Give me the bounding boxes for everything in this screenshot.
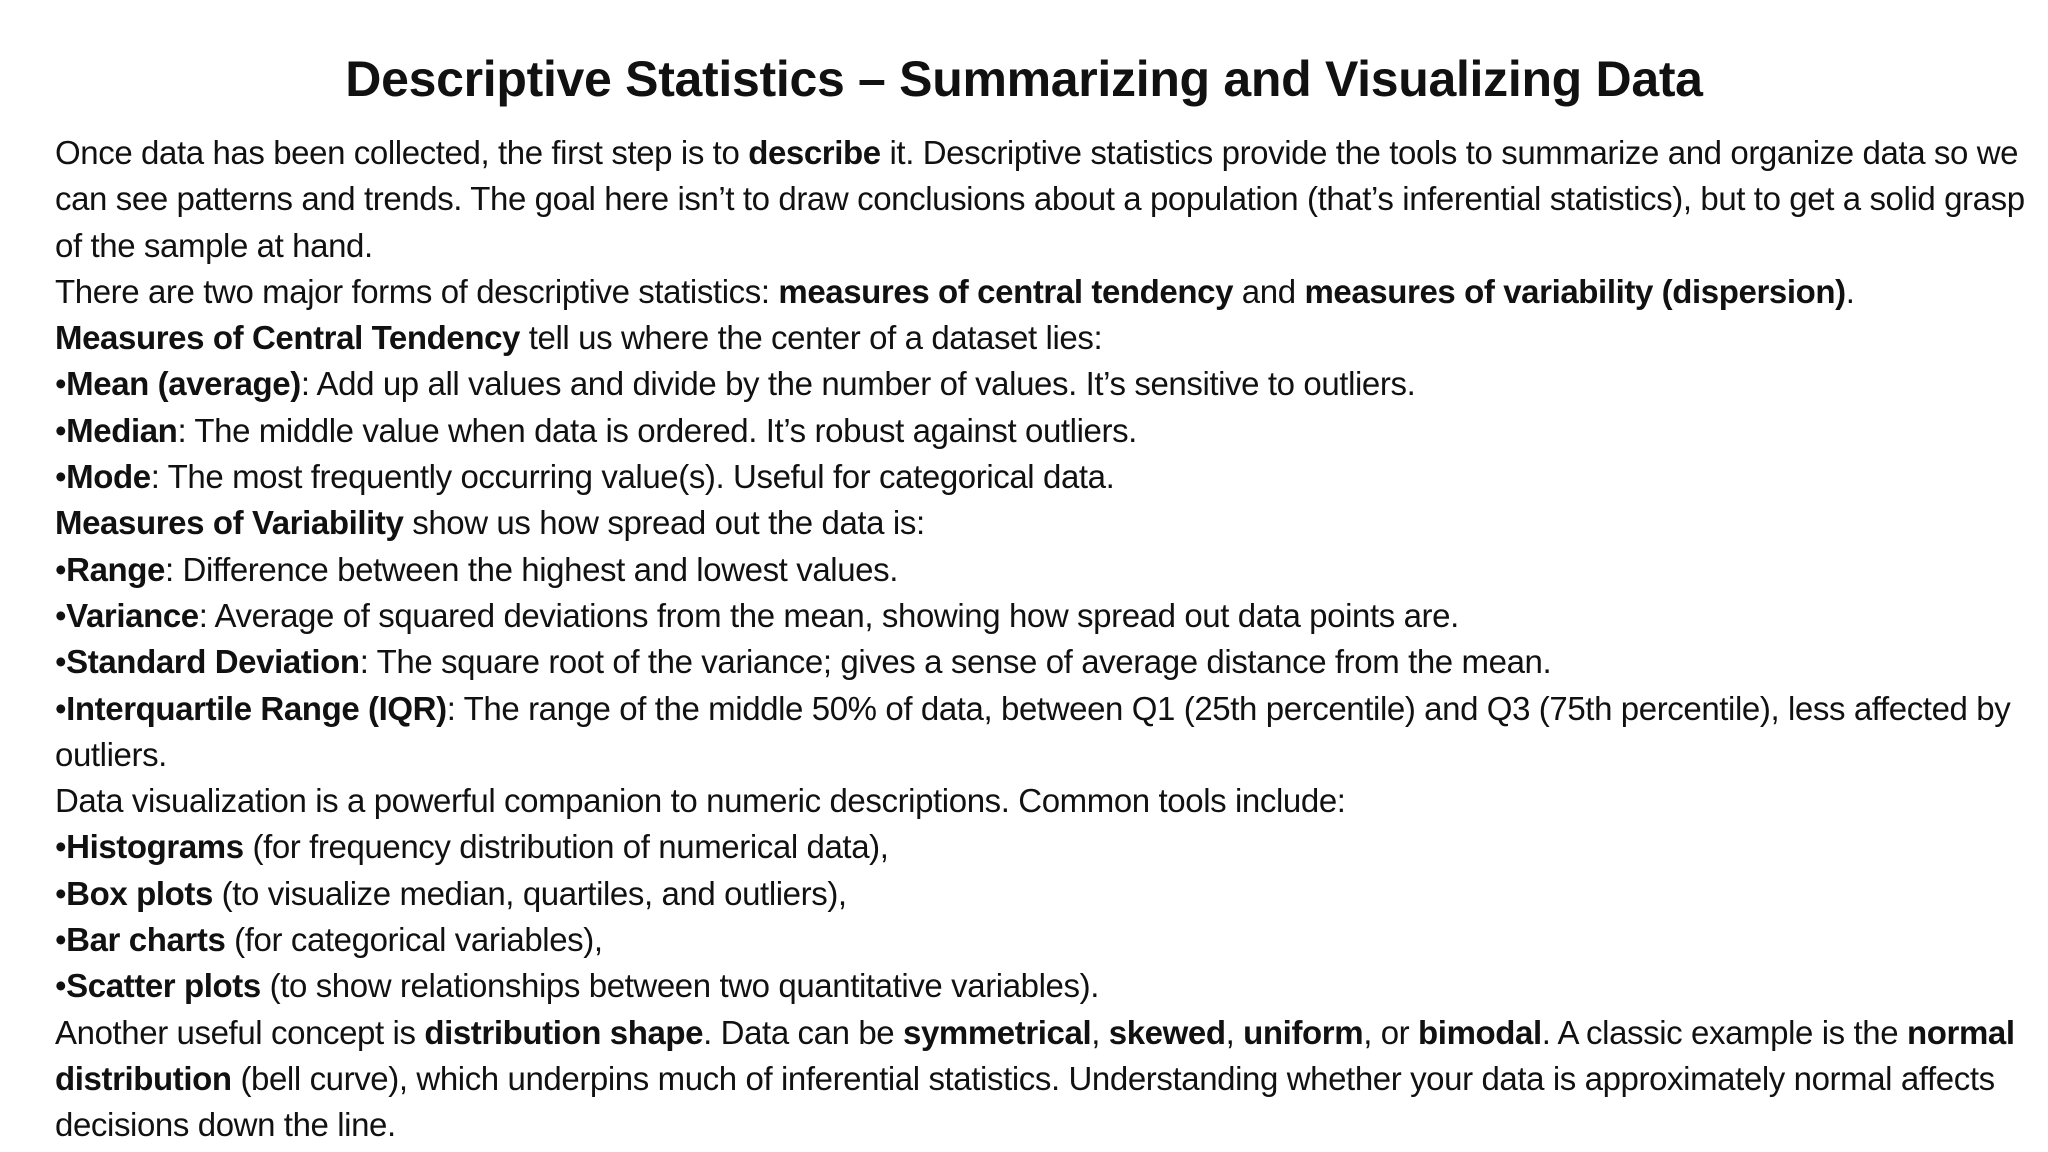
list-item — [55, 824, 2045, 870]
variability-heading-bold: Measures of Variability — [55, 504, 404, 542]
forms-text-2: and — [1233, 272, 1305, 310]
list-item-term: Median — [66, 411, 178, 449]
bullet-icon: • — [55, 411, 67, 449]
visualization-intro: Data visualization is a powerful companion to numeric descriptions. Common tools include: — [55, 782, 1346, 820]
list-item — [55, 454, 2045, 500]
list-item-desc: (for frequency distribution of numerical data), — [243, 828, 889, 866]
slide-body — [55, 130, 2045, 1149]
bullet-icon: • — [55, 365, 67, 403]
list-item-desc: : The range of the middle 50% of data, between Q1 (25th percentile) and Q3 (75th percentile), less affected by outliers. — [55, 689, 2011, 773]
shape-bold-symmetrical: symmetrical — [903, 1013, 1092, 1051]
shape-bold-normal-distribution: normal distribution — [55, 1013, 2015, 1097]
list-item — [55, 408, 2045, 454]
list-item — [55, 547, 2045, 593]
shape-text-1: Another useful concept is — [55, 1013, 425, 1051]
variability-heading-rest: show us how spread out the data is: — [403, 504, 925, 542]
list-item-term: Mean (average) — [66, 365, 301, 403]
forms-text-3: . — [1845, 272, 1855, 310]
intro-text-1: Once data has been collected, the first step is to — [55, 134, 749, 171]
list-item-term: Scatter plots — [66, 967, 261, 1005]
central-heading-bold: Measures of Central Tendency — [55, 319, 520, 357]
bullet-icon: • — [55, 967, 67, 1005]
list-item-desc: : Average of squared deviations from the mean, showing how spread out data points are. — [198, 596, 1459, 634]
list-item-term: Standard Deviation — [66, 643, 360, 681]
list-item-desc: : Add up all values and divide by the number of values. It’s sensitive to outliers. — [300, 365, 1416, 403]
list-item — [55, 639, 2045, 685]
intro-text-2: it. Descriptive statistics provide the tools to summarize and organize data so we can see patterns and trends. The goal here isn’t to draw conclusions about a population (that’s inferential statistics), but to get a solid grasp of the sample at hand. — [55, 134, 2025, 264]
slide-title: Descriptive Statistics – Summarizing and Visualizing Data — [345, 51, 1703, 107]
shape-text-7: (bell curve), which underpins much of inferential statistics. Understanding whether your data is approximately normal affects decisions down the line. — [55, 1059, 1995, 1144]
bullet-icon: • — [55, 689, 67, 727]
list-item-term: Bar charts — [66, 921, 226, 959]
shape-paragraph — [55, 1010, 2045, 1149]
shape-text-3: , — [1091, 1013, 1109, 1051]
list-item-desc: : The most frequently occurring value(s). Useful for categorical data. — [150, 458, 1115, 496]
forms-text-1: There are two major forms of descriptive statistics: — [55, 272, 779, 310]
shape-text-5: , or — [1363, 1013, 1419, 1051]
list-item — [55, 361, 2045, 407]
list-item — [55, 593, 2045, 639]
list-item — [55, 871, 2045, 917]
central-heading-rest: tell us where the center of a dataset lies: — [520, 319, 1103, 357]
bullet-icon: • — [55, 874, 67, 912]
list-item-term: Interquartile Range (IQR) — [66, 689, 447, 727]
forms-paragraph — [55, 269, 2045, 315]
intro-bold-describe: describe — [748, 134, 881, 171]
bullet-icon: • — [55, 596, 67, 634]
list-item-term: Variance — [66, 596, 199, 634]
list-item-term: Mode — [66, 458, 151, 496]
list-item-desc: (to visualize median, quartiles, and outliers), — [212, 874, 847, 912]
forms-bold-central: measures of central tendency — [778, 272, 1234, 310]
intro-paragraph — [55, 130, 2045, 269]
shape-bold-skewed: skewed — [1108, 1013, 1226, 1051]
list-item — [55, 686, 2045, 779]
list-item-desc: (to show relationships between two quantitative variables). — [260, 967, 1099, 1005]
list-item-term: Range — [66, 550, 166, 588]
central-heading — [55, 315, 2045, 361]
list-item — [55, 963, 2045, 1009]
bullet-icon: • — [55, 643, 67, 681]
bullet-icon: • — [55, 458, 67, 496]
variability-heading — [55, 500, 2045, 546]
bullet-icon: • — [55, 550, 67, 588]
forms-bold-variability: measures of variability (dispersion) — [1304, 272, 1846, 310]
list-item-desc: : The square root of the variance; gives a sense of average distance from the mean. — [359, 643, 1552, 681]
list-item-term: Histograms — [66, 828, 244, 866]
bullet-icon: • — [55, 921, 67, 959]
shape-text-6: . A classic example is the — [1541, 1013, 1907, 1051]
bullet-icon: • — [55, 828, 67, 866]
list-item-desc: (for categorical variables), — [225, 921, 603, 959]
shape-bold-bimodal: bimodal — [1418, 1013, 1542, 1051]
shape-text-4: , — [1225, 1013, 1244, 1051]
shape-text-2: . Data can be — [703, 1013, 904, 1051]
list-item-desc: : The middle value when data is ordered. It’s robust against outliers. — [177, 411, 1137, 449]
list-item — [55, 917, 2045, 963]
shape-bold-uniform: uniform — [1243, 1013, 1364, 1051]
list-item-desc: : Difference between the highest and lowest values. — [165, 550, 898, 588]
list-item-term: Box plots — [66, 874, 213, 912]
shape-bold-distribution-shape: distribution shape — [424, 1013, 704, 1051]
